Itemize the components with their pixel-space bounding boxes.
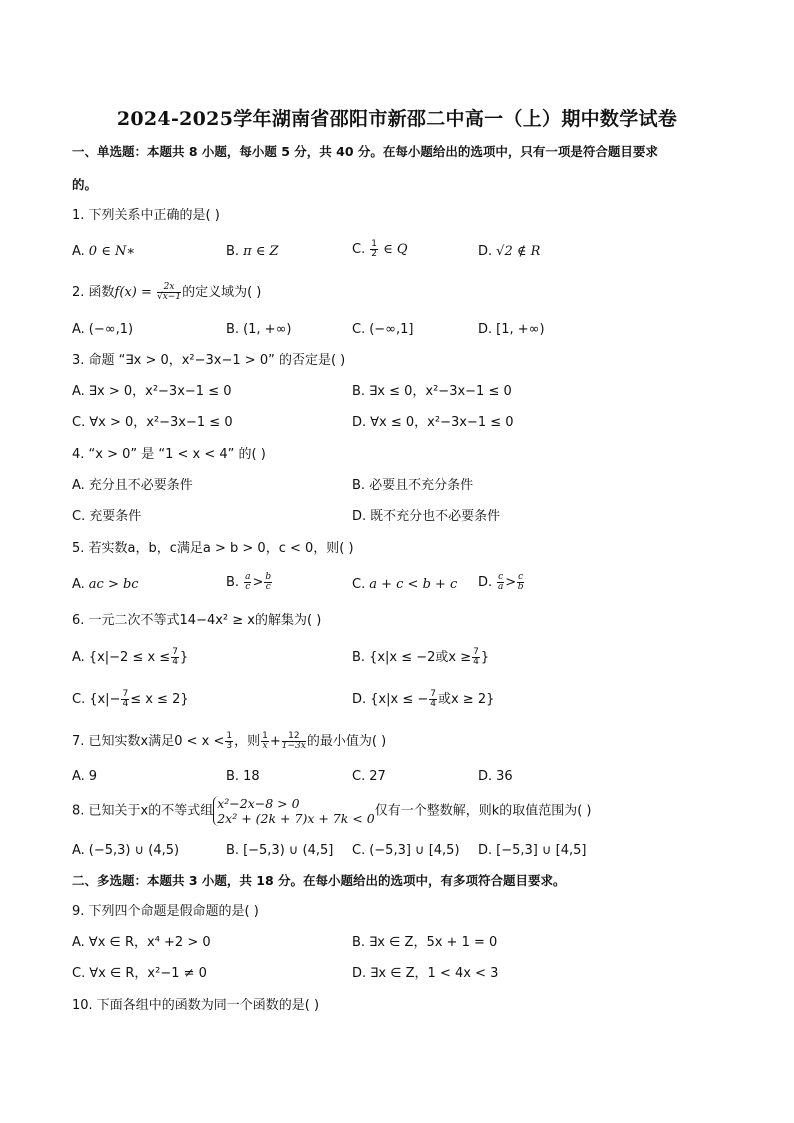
question-6-stem: 6. 一元二次不等式14−4x² ≥ x的解集为( ) (72, 613, 322, 628)
question-6-option-b: B. {x|x ≤ −2或x ≥ $\frac{7}{4}$ } (352, 647, 490, 667)
question-6-option-d: D. {x|x ≤ − $\frac{7}{4}$ 或x ≥ 2} (352, 689, 495, 709)
question-5-option-b: B. $\frac{a}{c}$ > $\frac{b}{c}$ (226, 572, 272, 592)
question-3-option-d: D. ∀x ≤ 0，x²−3x−1 ≤ 0 (352, 415, 514, 430)
question-2-option-c: C. (−∞,1] (352, 322, 414, 337)
question-1-option-c: C. $\frac{1}{2}$ ∈ Q (352, 239, 408, 259)
question-6-option-a: A. {x|−2 ≤ x ≤ $\frac{7}{4}$ } (72, 647, 189, 667)
inequality-system: x²−2x−8 > 0 2x² + (2k + 7)x + 7k < 0 (213, 796, 374, 826)
question-1-option-a: A. 0 ∈ N∗ (72, 244, 136, 259)
question-4-option-b: B. 必要且不充分条件 (352, 478, 474, 493)
question-8-option-a: A. (−5,3) ∪ (4,5) (72, 843, 180, 858)
question-7-option-b: B. 18 (226, 769, 260, 784)
section-multiple-choice-heading: 二、多选题：本题共 3 小题，共 18 分。在每小题给出的选项中，有多项符合题目要求。 (72, 873, 566, 888)
question-7-option-d: D. 36 (478, 769, 513, 784)
question-2-option-b: B. (1, +∞) (226, 322, 292, 337)
question-8-option-d: D. [−5,3] ∪ [4,5] (478, 843, 587, 858)
question-8-option-c: C. (−5,3] ∪ [4,5) (352, 843, 460, 858)
question-2-stem: 2. 函数f(x) = $\frac{2x}{√x-1}$ 的定义域为( ) (72, 282, 262, 302)
question-8-stem: 8. 已知关于x的不等式组 x²−2x−8 > 0 2x² + (2k + 7)x + 7k < 0 仅有一个整数解，则k的取值范围为( ) (72, 796, 592, 826)
question-9-stem: 9. 下列四个命题是假命题的是( ) (72, 904, 259, 919)
question-1-option-d: D. √2 ∉ R (478, 244, 541, 259)
question-4-option-d: D. 既不充分也不必要条件 (352, 509, 501, 524)
question-4-option-a: A. 充分且不必要条件 (72, 478, 193, 493)
question-5-option-a: A. ac > bc (72, 577, 139, 592)
question-5-option-c: C. a + c < b + c (352, 577, 458, 592)
question-3-option-a: A. ∃x > 0，x²−3x−1 ≤ 0 (72, 384, 232, 399)
question-9-option-c: C. ∀x ∈ R，x²−1 ≠ 0 (72, 966, 207, 981)
question-9-option-b: B. ∃x ∈ Z，5x + 1 = 0 (352, 935, 498, 950)
question-7-option-c: C. 27 (352, 769, 386, 784)
page-title: 2024-2025学年湖南省邵阳市新邵二中高一（上）期中数学试卷 (116, 108, 678, 130)
question-5-option-d: D. $\frac{c}{a}$ > $\frac{c}{b}$ (478, 572, 524, 592)
question-4-stem: 4. “x > 0” 是 “1 < x < 4” 的( ) (72, 447, 266, 462)
question-5-stem: 5. 若实数a，b，c满足a > b > 0，c < 0，则( ) (72, 541, 354, 556)
question-8-option-b: B. [−5,3) ∪ (4,5] (226, 843, 334, 858)
question-2-option-a: A. (−∞,1) (72, 322, 134, 337)
question-1-option-b: B. π ∈ Z (226, 244, 279, 259)
question-3-stem: 3. 命题 “∃x > 0，x²−3x−1 > 0” 的否定是( ) (72, 353, 346, 368)
section-single-choice-heading: 一、单选题：本题共 8 小题，每小题 5 分，共 40 分。在每小题给出的选项中，只有一项是符合题目要求 (72, 144, 658, 159)
question-10-stem: 10. 下面各组中的函数为同一个函数的是( ) (72, 998, 320, 1013)
question-3-option-b: B. ∃x ≤ 0，x²−3x−1 ≤ 0 (352, 384, 512, 399)
section-single-choice-heading-cont: 的。 (72, 177, 98, 192)
question-2-option-d: D. [1, +∞) (478, 322, 545, 337)
question-6-option-c: C. {x|− $\frac{7}{4}$ ≤ x ≤ 2} (72, 689, 189, 709)
question-9-option-d: D. ∃x ∈ Z，1 < 4x < 3 (352, 966, 499, 981)
question-3-option-c: C. ∀x > 0，x²−3x−1 ≤ 0 (72, 415, 233, 430)
question-7-stem: 7. 已知实数x满足0 < x < $\frac{1}{3}$ ，则 $\frac{1}{x}$ + $\frac{12}{1-3x}$ 的最小值为( ) (72, 731, 387, 751)
question-1-stem: 1. 下列关系中正确的是( ) (72, 208, 220, 223)
question-9-option-a: A. ∀x ∈ R，x⁴ +2 > 0 (72, 935, 211, 950)
question-7-option-a: A. 9 (72, 769, 98, 784)
question-4-option-c: C. 充要条件 (72, 509, 142, 524)
